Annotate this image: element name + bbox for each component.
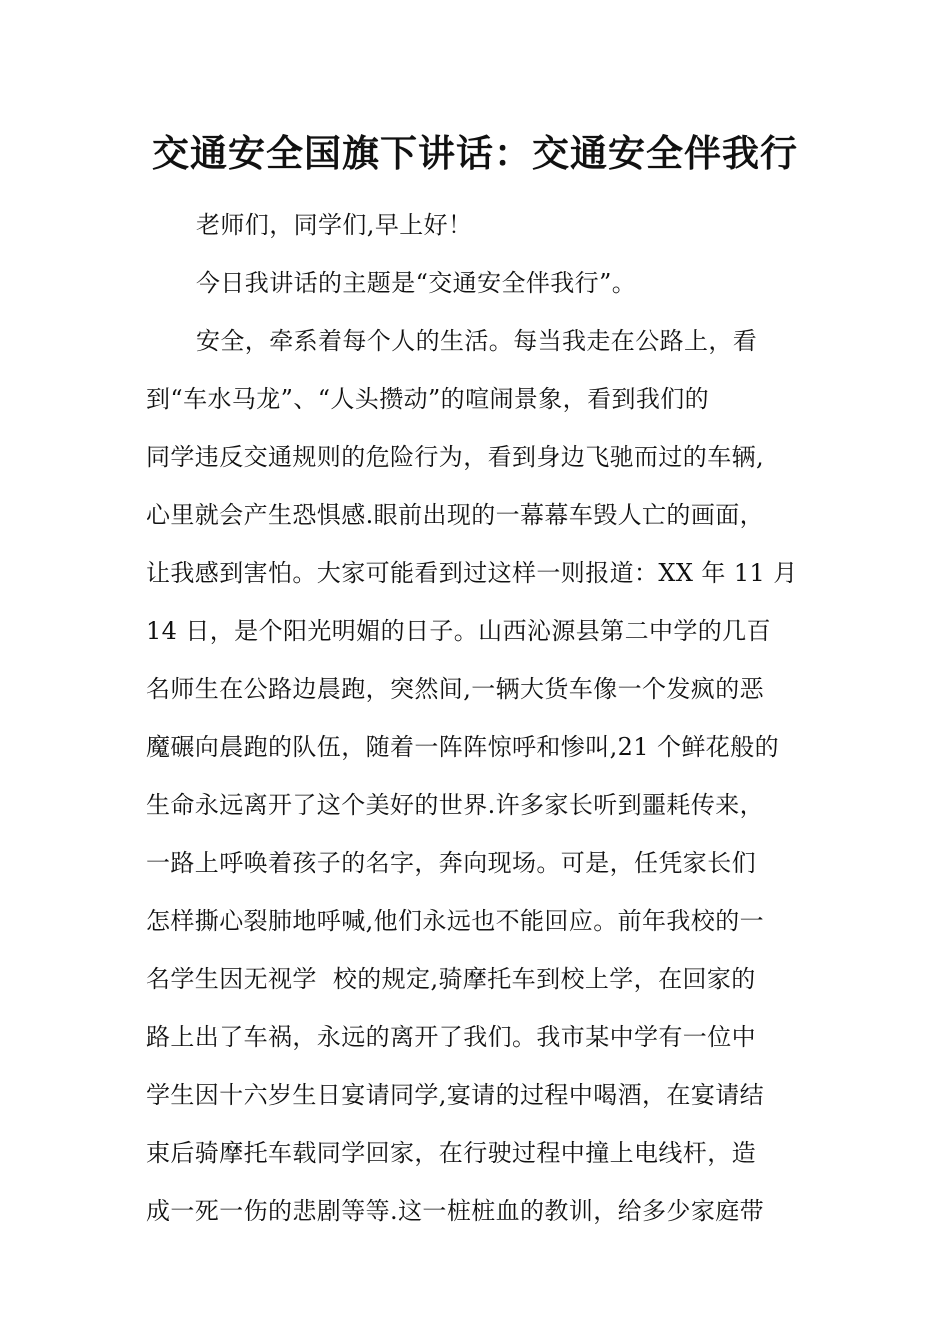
- paragraph-line: 学生因十六岁生日宴请同学,宴请的过程中喝酒，在宴请结: [146, 1081, 765, 1109]
- paragraph-line: 生命永远离开了这个美好的世界.许多家长听到噩耗传来，: [146, 791, 765, 819]
- document-title: 交通安全国旗下讲话：交通安全伴我行: [152, 132, 798, 175]
- paragraph-line: 名师生在公路边晨跑，突然间,一辆大货车像一个发疯的恶: [146, 675, 765, 703]
- topic-line: 今日我讲话的主题是“交通安全伴我行”。: [196, 269, 637, 297]
- paragraph-line: 名学生因无视学 校的规定,骑摩托车到校上学，在回家的: [146, 965, 756, 993]
- paragraph-line: 安全，牵系着每个人的生活。每当我走在公路上，看: [196, 327, 758, 355]
- paragraph-line: 路上出了车祸，永远的离开了我们。我市某中学有一位中: [146, 1023, 756, 1051]
- paragraph-line: 一路上呼唤着孩子的名字，奔向现场。可是，任凭家长们: [146, 849, 756, 877]
- document-body: [146, 202, 806, 1246]
- paragraph-line: 让我感到害怕。大家可能看到过这样一则报道：XX 年 11 月: [146, 559, 798, 587]
- paragraph-line: 心里就会产生恐惧感.眼前出现的一幕幕车毁人亡的画面，: [146, 501, 765, 529]
- greeting-line: 老师们，同学们,早上好！: [196, 211, 473, 239]
- paragraph-line: 14 日，是个阳光明媚的日子。山西沁源县第二中学的几百: [146, 617, 771, 645]
- paragraph-line: 魔碾向晨跑的队伍，随着一阵阵惊呼和惨叫,21 个鲜花般的: [146, 733, 779, 761]
- paragraph-line: 到“车水马龙”、“人头攒动”的喧闹景象，看到我们的: [146, 385, 710, 413]
- paragraph-line: 怎样撕心裂肺地呼喊,他们永远也不能回应。前年我校的一: [146, 907, 765, 935]
- paragraph-line: 束后骑摩托车载同学回家，在行驶过程中撞上电线杆，造: [146, 1139, 756, 1167]
- paragraph-line: 同学违反交通规则的危险行为，看到身边飞驰而过的车辆,: [146, 443, 765, 471]
- paragraph-line: 成一死一伤的悲剧等等.这一桩桩血的教训，给多少家庭带: [146, 1197, 765, 1225]
